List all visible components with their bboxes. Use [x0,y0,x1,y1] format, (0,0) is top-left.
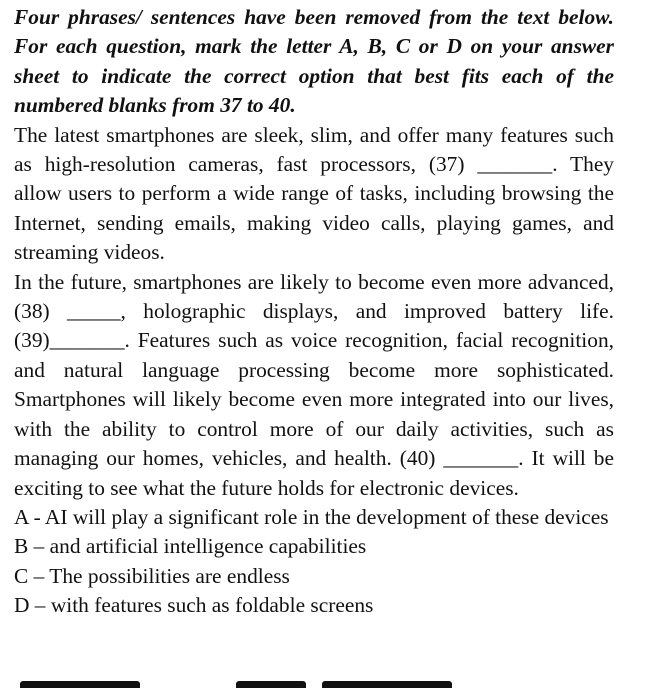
option-c: C – The possibilities are endless [14,563,290,588]
options-list [14,503,614,621]
option-a: A - AI will play a significant role in the development of these devices [14,504,609,529]
paragraph-2-text-b: , holographic displays, and improved battery life. (39) [14,299,614,353]
blank-40: _______ [443,446,519,471]
paragraph-1-text-a: The latest smartphones are sleek, slim, and offer many features such as high-resolution cameras, fast processors, (37) [14,122,614,177]
paragraph-2-text-a: In the future, smartphones are likely to become even more advanced, (38) [14,269,614,324]
blank-38: _____ [67,299,121,324]
cropped-next-line [14,678,614,688]
blank-39: _______ [49,328,125,353]
passage-paragraph-2 [14,268,614,503]
option-b: B – and artificial intelligence capabilities [14,534,367,559]
paragraph-1-text-b: . They allow users to perform a wide range of tasks, including browsing the Internet, sending emails, making video calls, playing games, and streaming videos. [14,152,615,265]
passage-paragraph-1 [14,121,614,268]
blank-37: _______ [477,152,553,177]
document-page [14,3,614,621]
paragraph-2-text-c: . Features such as voice recognition, facial recognition, and natural language processing become more sophisticated. Smartphones will likely become even more integrated into our lives, with the ability to control more of our daily activities, such as managing our homes, vehicles, and health. (40) [14,328,614,471]
paragraph-2-text-d: . It will be exciting to see what the future holds for electronic devices. [14,446,614,500]
instruction-text: Four phrases/ sentences have been removed from the text below. For each question, mark the letter A, B, C or D on your answer sheet to indicate the correct option that best fits each of the numbered blanks from 37 to 40. [14,5,614,118]
option-d: D – with features such as foldable screens [14,593,374,618]
